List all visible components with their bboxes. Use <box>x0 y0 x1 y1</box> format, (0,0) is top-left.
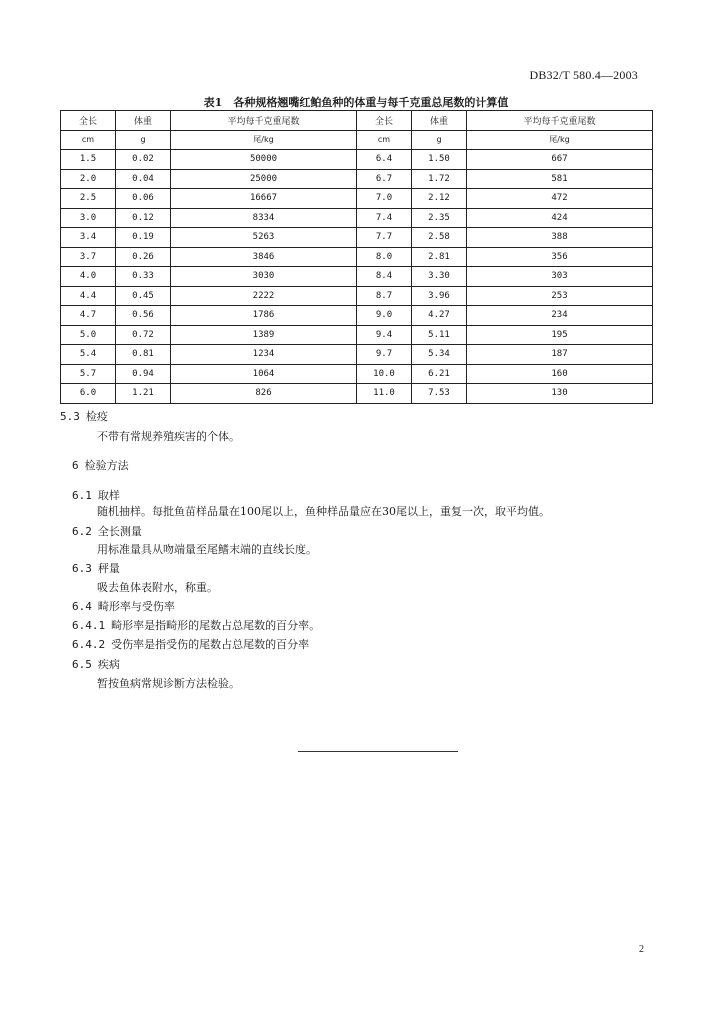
cell-count: 581 <box>467 169 653 189</box>
header-count: 平均每千克重尾数 <box>171 111 357 131</box>
section-5-3-heading <box>60 408 108 424</box>
cell-length: 7.7 <box>357 228 412 248</box>
header-weight: 体重 <box>412 111 467 131</box>
cell-count: 16667 <box>171 189 357 209</box>
table-row <box>61 306 653 326</box>
section-6-4-1 <box>72 617 320 633</box>
section-6-2-body: 用标准量具从吻端量至尾鳍末端的直线长度。 <box>97 543 317 556</box>
unit-length: cm <box>357 130 412 150</box>
section-title: 疾病 <box>97 658 120 671</box>
cell-length: 2.0 <box>61 169 116 189</box>
table-row <box>61 189 653 209</box>
cell-weight: 0.06 <box>116 189 171 209</box>
section-number: 6.4.2 <box>72 638 106 651</box>
cell-length: 7.0 <box>357 189 412 209</box>
table-row <box>61 325 653 345</box>
section-number: 6.2 <box>72 525 92 538</box>
cell-weight: 2.81 <box>412 247 467 267</box>
table-row <box>61 286 653 306</box>
section-6-3-body: 吸去鱼体表附水，称重。 <box>97 581 218 594</box>
section-number: 6.1 <box>72 489 92 502</box>
table-row <box>61 208 653 228</box>
section-title: 全长测量 <box>97 525 142 538</box>
unit-length: cm <box>61 130 116 150</box>
cell-count: 25000 <box>171 169 357 189</box>
cell-length: 3.7 <box>61 247 116 267</box>
cell-length: 5.7 <box>61 364 116 384</box>
section-number: 5.3 <box>60 410 80 423</box>
document-code: DB32/T 580.4—2003 <box>529 68 638 82</box>
cell-length: 8.4 <box>357 267 412 287</box>
cell-weight: 2.12 <box>412 189 467 209</box>
cell-length: 3.4 <box>61 228 116 248</box>
cell-count: 234 <box>467 306 653 326</box>
cell-length: 4.4 <box>61 286 116 306</box>
cell-count: 667 <box>467 150 653 170</box>
cell-length: 3.0 <box>61 208 116 228</box>
cell-count: 388 <box>467 228 653 248</box>
cell-weight: 3.96 <box>412 286 467 306</box>
cell-weight: 5.34 <box>412 345 467 365</box>
cell-count: 3846 <box>171 247 357 267</box>
table-row <box>61 228 653 248</box>
section-6-2-heading <box>72 523 142 539</box>
section-title: 取样 <box>97 489 120 502</box>
cell-weight: 3.30 <box>412 267 467 287</box>
cell-length: 6.4 <box>357 150 412 170</box>
cell-count: 356 <box>467 247 653 267</box>
cell-count: 253 <box>467 286 653 306</box>
header-length: 全长 <box>357 111 412 131</box>
cell-length: 9.4 <box>357 325 412 345</box>
section-number: 6.3 <box>72 562 92 575</box>
section-number: 6 <box>72 459 79 472</box>
cell-weight: 0.33 <box>116 267 171 287</box>
cell-weight: 0.19 <box>116 228 171 248</box>
cell-length: 6.0 <box>61 384 116 404</box>
section-6-1-body: 随机抽样。每批鱼苗样品量在100尾以上，鱼种样品量应在30尾以上，重复一次，取平均值。 <box>97 505 550 518</box>
section-number: 6.4.1 <box>72 619 106 632</box>
cell-weight: 0.56 <box>116 306 171 326</box>
cell-length: 6.7 <box>357 169 412 189</box>
section-6-5-body: 暂按鱼病常规诊断方法检验。 <box>97 677 240 690</box>
cell-count: 1064 <box>171 364 357 384</box>
cell-count: 1389 <box>171 325 357 345</box>
cell-length: 5.4 <box>61 345 116 365</box>
cell-length: 9.7 <box>357 345 412 365</box>
cell-weight: 6.21 <box>412 364 467 384</box>
unit-count: 尾/kg <box>171 130 357 150</box>
section-number: 6.4 <box>72 600 92 613</box>
header-length: 全长 <box>61 111 116 131</box>
cell-count: 2222 <box>171 286 357 306</box>
cell-weight: 1.50 <box>412 150 467 170</box>
cell-count: 5263 <box>171 228 357 248</box>
section-6-4-2 <box>72 636 309 652</box>
cell-weight: 5.11 <box>412 325 467 345</box>
table-body <box>61 150 653 404</box>
table-row <box>61 384 653 404</box>
table-header-row <box>61 111 653 131</box>
cell-length: 10.0 <box>357 364 412 384</box>
section-title: 秤量 <box>97 562 120 575</box>
cell-weight: 0.45 <box>116 286 171 306</box>
cell-length: 8.7 <box>357 286 412 306</box>
unit-count: 尾/kg <box>467 130 653 150</box>
section-body: 受伤率是指受伤的尾数占总尾数的百分率 <box>111 638 310 651</box>
cell-count: 160 <box>467 364 653 384</box>
cell-count: 472 <box>467 189 653 209</box>
cell-count: 8334 <box>171 208 357 228</box>
cell-count: 130 <box>467 384 653 404</box>
unit-weight: g <box>412 130 467 150</box>
cell-weight: 2.35 <box>412 208 467 228</box>
section-6-5-heading <box>72 656 120 672</box>
cell-length: 4.0 <box>61 267 116 287</box>
table-row <box>61 345 653 365</box>
cell-length: 2.5 <box>61 189 116 209</box>
table-unit-row <box>61 130 653 150</box>
cell-weight: 0.26 <box>116 247 171 267</box>
header-count: 平均每千克重尾数 <box>467 111 653 131</box>
table-row <box>61 364 653 384</box>
cell-count: 303 <box>467 267 653 287</box>
table-row <box>61 267 653 287</box>
page-number: 2 <box>639 944 644 955</box>
weight-count-table <box>60 110 653 404</box>
cell-count: 187 <box>467 345 653 365</box>
cell-length: 7.4 <box>357 208 412 228</box>
table-row <box>61 169 653 189</box>
cell-length: 8.0 <box>357 247 412 267</box>
cell-length: 4.7 <box>61 306 116 326</box>
section-6-heading <box>72 457 129 473</box>
unit-weight: g <box>116 130 171 150</box>
section-body: 畸形率是指畸形的尾数占总尾数的百分率。 <box>111 619 321 632</box>
cell-weight: 0.12 <box>116 208 171 228</box>
end-rule <box>298 751 458 752</box>
cell-count: 195 <box>467 325 653 345</box>
cell-count: 826 <box>171 384 357 404</box>
cell-weight: 1.21 <box>116 384 171 404</box>
cell-length: 5.0 <box>61 325 116 345</box>
cell-weight: 2.58 <box>412 228 467 248</box>
section-6-4-heading <box>72 598 175 614</box>
section-6-3-heading <box>72 560 120 576</box>
section-title: 检疫 <box>85 410 108 423</box>
cell-weight: 1.72 <box>412 169 467 189</box>
cell-count: 3030 <box>171 267 357 287</box>
cell-weight: 0.04 <box>116 169 171 189</box>
section-5-3-body: 不带有常规养殖疾害的个体。 <box>97 430 240 443</box>
cell-length: 11.0 <box>357 384 412 404</box>
cell-count: 424 <box>467 208 653 228</box>
cell-weight: 7.53 <box>412 384 467 404</box>
table-row <box>61 247 653 267</box>
section-number: 6.5 <box>72 658 92 671</box>
cell-count: 1786 <box>171 306 357 326</box>
cell-count: 50000 <box>171 150 357 170</box>
header-weight: 体重 <box>116 111 171 131</box>
section-title: 畸形率与受伤率 <box>97 600 175 613</box>
cell-weight: 4.27 <box>412 306 467 326</box>
cell-weight: 0.72 <box>116 325 171 345</box>
cell-length: 9.0 <box>357 306 412 326</box>
table-row <box>61 150 653 170</box>
section-6-1-heading <box>72 487 120 503</box>
cell-weight: 0.02 <box>116 150 171 170</box>
cell-length: 1.5 <box>61 150 116 170</box>
table-title: 表1 各种规格翘嘴红鲌鱼种的体重与每千克重总尾数的计算值 <box>203 96 509 109</box>
cell-count: 1234 <box>171 345 357 365</box>
cell-weight: 0.94 <box>116 364 171 384</box>
cell-weight: 0.81 <box>116 345 171 365</box>
section-title: 检验方法 <box>84 459 129 472</box>
